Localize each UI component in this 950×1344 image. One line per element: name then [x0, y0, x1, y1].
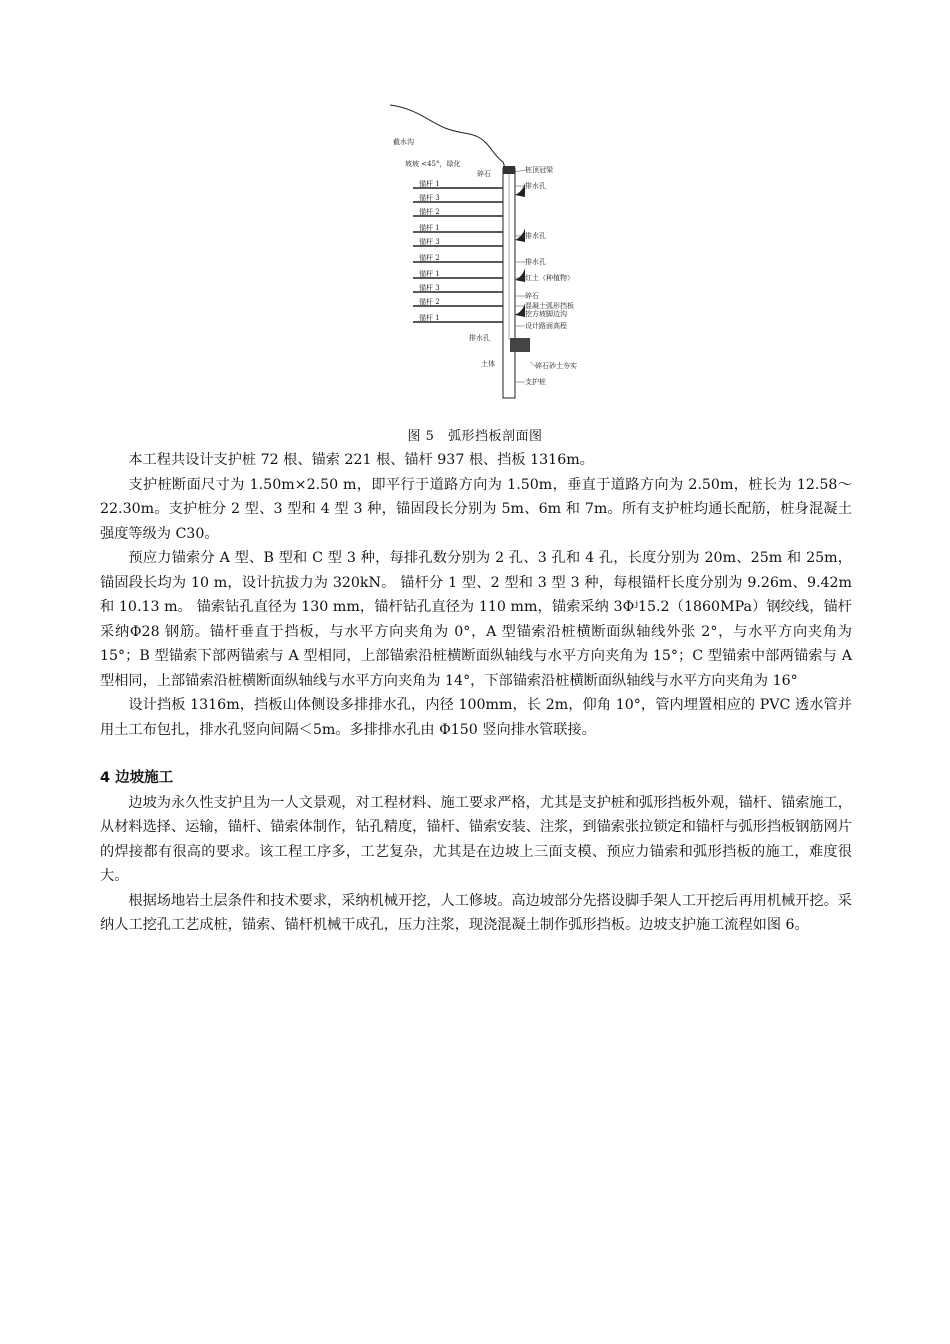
paragraph: 设计挡板 1316m，挡板山体侧设多排排水孔，内径 100mm，长 2m，仰角 10°，管内埋置相应的 PVC 透水管并用土工布包扎，排水孔竖向间隔＜5m。多排排水孔由 Φ150 竖向排水管联接。	[100, 697, 852, 738]
anchor-label: 锚杆 3	[419, 194, 440, 202]
label-drain-2: 排水孔	[525, 232, 546, 240]
label-soil: 土体	[481, 360, 495, 368]
label-drain-1: 排水孔	[525, 182, 546, 190]
label-top: 截水沟	[393, 138, 414, 146]
section-heading: 4 边坡施工	[100, 770, 174, 786]
paragraph: 支护桩断面尺寸为 1.50m×2.50 m，即平行于道路方向为 1.50m，垂直于道路方向为 2.50m，桩长为 12.58～22.30m。支护桩分 2 型、3 型和 4 型 3 种，锚固段长分别为 5m、6m 和 7m。所有支护桩均通长配筋，桩身混凝土强度等级为 C30。	[100, 476, 852, 542]
label-design-level: 设计路面高程	[525, 322, 567, 330]
label-drain-3: 排水孔	[525, 258, 546, 266]
anchor-label: 锚杆 1	[419, 270, 440, 278]
section-diagram	[385, 100, 595, 400]
anchor-label: 锚杆 2	[419, 298, 440, 306]
anchor-label: 锚杆 1	[419, 180, 440, 188]
label-drain-bottom: 排水孔	[469, 334, 490, 342]
paragraph: 根据场地岩土层条件和技术要求，采纳机械开挖，人工修坡。高边坡部分先搭设脚手架人工开挖后再用机械开挖。采纳人工挖孔工艺成桩，锚索、锚杆机械干成孔，压力注浆，现浇混凝土制作弧形挡板。边坡支护施工流程如图 6。	[100, 892, 852, 933]
label-gravel-top: 碎石	[477, 170, 491, 178]
paragraph: 边坡为永久性支护且为一人文景观，对工程材料、施工要求严格，尤其是支护桩和弧形挡板外观，锚杆、锚索施工，从材料选择、运输，锚杆、锚索体制作，钻孔精度，锚杆、锚索安装、注浆，到锚索张拉锁定和锚杆与弧形挡板钢筋网片的焊接都有很高的要求。该工程工序多，工艺复杂，尤其是在边坡上三面支模、预应力锚索和弧形挡板的施工，难度很大。	[100, 794, 852, 884]
label-excavation: 挖方坡脚边沟	[525, 310, 567, 318]
paragraph: 本工程共设计支护桩 72 根、锚索 221 根、锚杆 937 根、挡板 1316m。	[128, 452, 594, 468]
label-pile: 支护桩	[525, 378, 546, 386]
anchor-label: 锚杆 2	[419, 254, 440, 262]
body-text	[100, 448, 852, 938]
anchor-label: 锚杆 1	[419, 224, 440, 232]
anchor-label: 锚杆 3	[419, 284, 440, 292]
label-red-soil: 红土（种植物）	[525, 274, 574, 282]
figure-caption: 图 5 弧形挡板剖面图	[407, 429, 543, 444]
label-slope: 坡坡 <45°，绿化	[405, 160, 461, 168]
anchor-label: 锚杆 2	[419, 208, 440, 216]
paragraph: 预应力锚索分 A 型、B 型和 C 型 3 种，每排孔数分别为 2 孔、3 孔和 4 孔，长度分别为 20m、25m 和 25m，锚固段长均为 10 m，设计抗拔力为 320kN。 锚杆分 1 型、2 型和 3 型 3 种，每根锚杆长度分别为 9.26m、9.42m 和 10.13 m。 锚索钻孔直径为 130 mm，锚杆钻孔直径为 110 mm，锚索采纳 3Φʲ15.2（1860MPa）钢绞线，锚杆采纳Φ28 钢筋。锚杆垂直于挡板，与水平方向夹角为 0°，A 型锚索沿桩横断面纵轴线外张 2°，与水平方向夹角为 15°；B 型锚索下部两锚索与 A 型相同，上部锚索沿桩横断面纵轴线与水平方向夹角为 15°；C 型锚索中部两锚索与 A 型相同，上部锚索沿桩横断面纵轴线与水平方向夹角为 14°，下部锚索沿桩横断面纵轴线与水平方向夹角为 16°	[100, 550, 852, 689]
label-sand-fill: 碎石砂土夯实	[535, 362, 577, 370]
anchor-label: 锚杆 1	[419, 314, 440, 322]
anchor-label: 锚杆 3	[419, 238, 440, 246]
label-cap-beam: 桩顶冠梁	[525, 166, 553, 174]
label-gravel: 碎石	[525, 292, 539, 300]
label-concrete-plate: 混凝土弧形挡板	[525, 302, 574, 310]
